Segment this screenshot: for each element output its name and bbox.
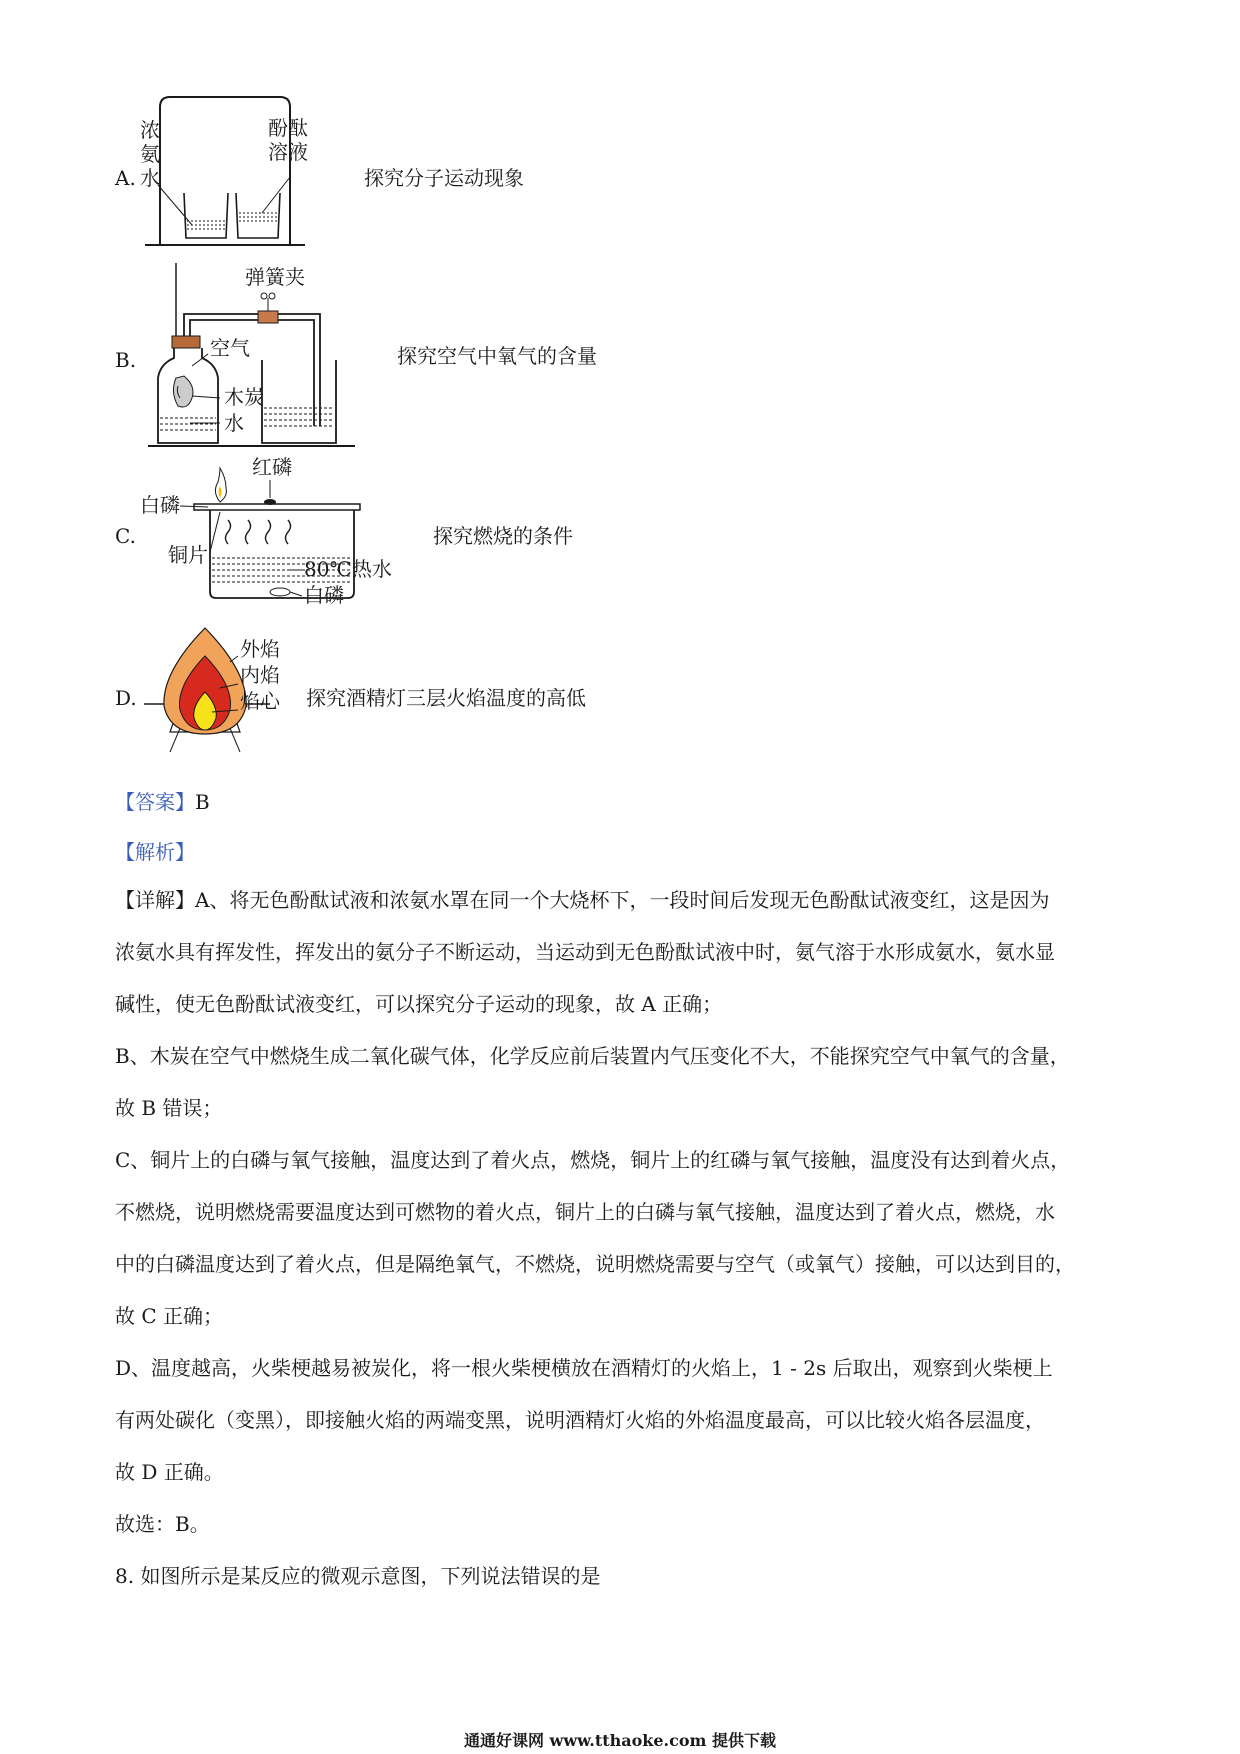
option-d-caption: 探究酒精灯三层火焰温度的高低 <box>306 686 586 710</box>
option-c-letter: C. <box>115 524 136 548</box>
detail-line: 有两处碳化（变黑），即接触火焰的两端变黑，说明酒精灯火焰的外焰温度最高，可以比较火焰各层温度， <box>115 1408 1045 1432</box>
label-a-nong: 浓 <box>140 118 160 142</box>
option-b-letter: B. <box>115 348 137 372</box>
detail-line: 故 D 正确。 <box>115 1460 224 1484</box>
diagram-d-flame-layers <box>140 626 310 766</box>
label-a-solution: 溶液 <box>268 140 308 164</box>
question-8-stem: 8. 如图所示是某反应的微观示意图，下列说法错误的是 <box>115 1564 601 1588</box>
diagram-b-oxygen-content <box>140 258 410 448</box>
detail-line: D、温度越高，火柴梗越易被炭化，将一根火柴梗横放在酒精灯的火焰上，1 - 2s 后取出，观察到火柴梗上 <box>115 1356 1053 1380</box>
answer-line <box>115 790 210 814</box>
answer-tag: 【答案】 <box>115 790 195 814</box>
detail-line: C、铜片上的白磷与氧气接触，温度达到了着火点，燃烧，铜片上的红磷与氧气接触，温度没有达到着火点， <box>115 1148 1071 1172</box>
label-b-air: 空气 <box>210 336 250 360</box>
label-b-water: 水 <box>224 411 244 435</box>
label-a-shui: 水 <box>140 166 160 190</box>
label-c-white-phosphorus-top: 白磷 <box>140 493 180 517</box>
analysis-tag: 【解析】 <box>115 840 195 864</box>
label-c-red-phosphorus: 红磷 <box>252 455 292 479</box>
detail-line: 浓氨水具有挥发性，挥发出的氨分子不断运动，当运动到无色酚酞试液中时，氨气溶于水形成氨水，氨水显 <box>115 940 1055 964</box>
diagram-c-combustion-conditions <box>140 452 420 612</box>
detail-line: B、木炭在空气中燃烧生成二氧化碳气体，化学反应前后装置内气压变化不大，不能探究空气中氧气的含量， <box>115 1044 1070 1068</box>
label-d-inner: 内焰 <box>240 663 280 687</box>
detail-line: 碱性，使无色酚酞试液变红，可以探究分子运动的现象，故 A 正确； <box>115 992 723 1016</box>
detail-line: 故 B 错误； <box>115 1096 223 1120</box>
option-d-letter: D. <box>115 686 137 710</box>
option-a-letter: A. <box>115 166 136 190</box>
option-a-caption: 探究分子运动现象 <box>364 166 524 190</box>
detail-line: 故 C 正确； <box>115 1304 224 1328</box>
label-c-copper: 铜片 <box>168 543 208 567</box>
detail-line: 故选：B。 <box>115 1512 210 1536</box>
detail-line: 中的白磷温度达到了着火点，但是隔绝氧气，不燃烧，说明燃烧需要与空气（或氧气）接触，可以达到目的， <box>115 1252 1075 1276</box>
label-a-phenolphthalein: 酚酞 <box>268 116 308 140</box>
diagram-a-molecule-motion <box>140 95 310 255</box>
page-footer: 通通好课网 www.tthaoke.com 提供下载 <box>463 1731 777 1750</box>
detail-line: 不燃烧，说明燃烧需要温度达到可燃物的着火点，铜片上的白磷与氧气接触，温度达到了着火点，燃烧，水 <box>115 1200 1055 1224</box>
label-d-outer: 外焰 <box>240 637 280 661</box>
label-d-core: 焰心 <box>240 689 280 713</box>
label-a-an: 氨 <box>140 142 160 166</box>
option-c-caption: 探究燃烧的条件 <box>433 524 573 548</box>
label-c-hot-water: 80℃热水 <box>304 557 392 581</box>
answer-value: B <box>195 790 210 814</box>
detail-line: 【详解】A、将无色酚酞试液和浓氨水罩在同一个大烧杯下，一段时间后发现无色酚酞试液变红，这是因为 <box>115 888 1050 912</box>
label-b-charcoal: 木炭 <box>224 385 264 409</box>
option-b-caption: 探究空气中氧气的含量 <box>397 344 597 368</box>
label-b-clamp: 弹簧夹 <box>245 265 305 289</box>
label-c-white-phosphorus-bottom: 白磷 <box>304 583 344 607</box>
